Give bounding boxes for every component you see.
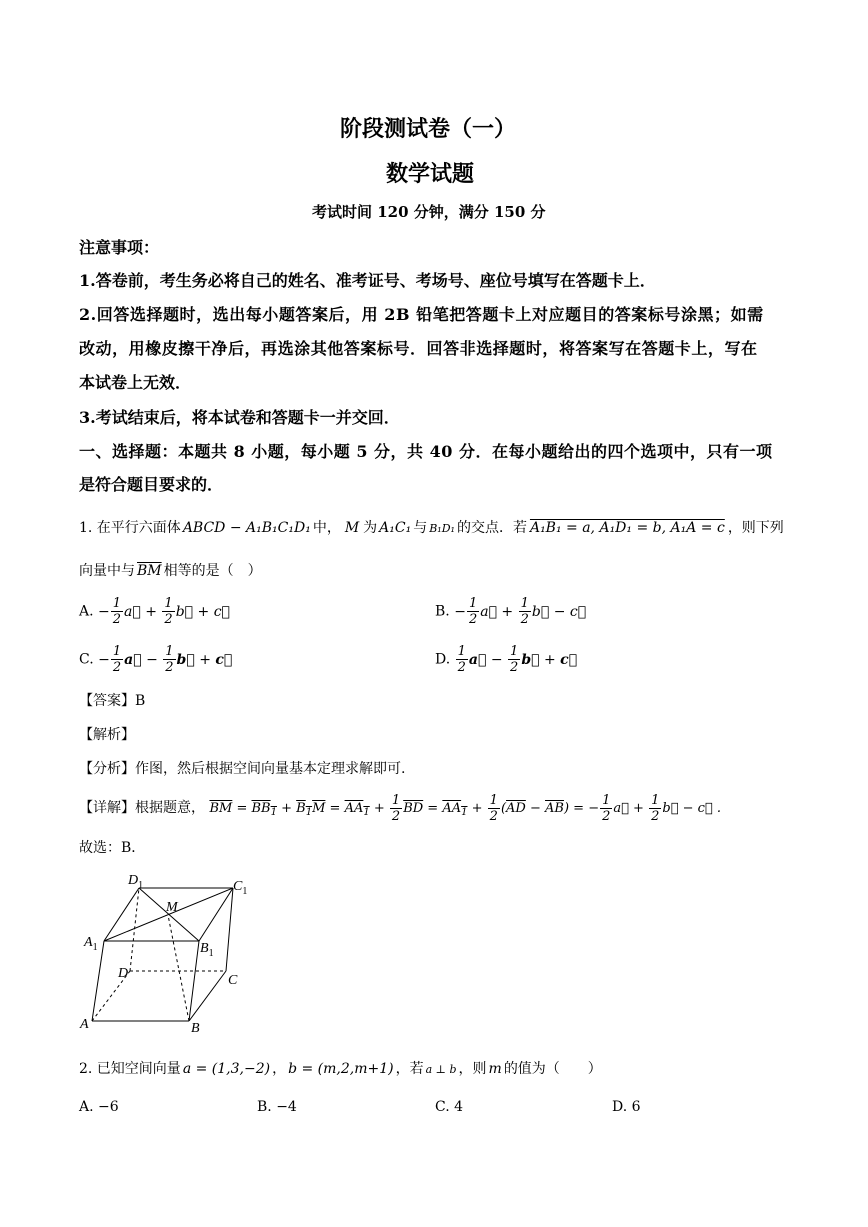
section-heading-line-1: 一、选择题：本题共 8 小题，每小题 5 分，共 40 分．在每小题给出的四个选项中，只有一项 — [79, 442, 773, 461]
note-item-2-line-2: 改动，用橡皮擦干净后，再选涂其他答案标号．回答非选择题时，将答案写在答题卡上，写在 — [79, 339, 758, 358]
edge-c-c1 — [226, 888, 233, 971]
note-item-3: 3.考试结束后，将本试卷和答题卡一并交回． — [79, 408, 400, 427]
q1-parallelepiped-figure — [78, 868, 258, 1038]
q1-option-b-label: B. — [435, 603, 450, 620]
q1-seg-a1c1: A₁C₁ — [379, 520, 412, 536]
label-m: M — [166, 900, 178, 915]
note-item-2-line-3: 本试卷上无效． — [79, 373, 192, 392]
q1-option-c-expr: − $\frac{1}{2}$ a⃗ − $\frac{1}{2}$ b⃗ + c⃗ — [98, 644, 233, 675]
label-c1: $C_1$ — [233, 879, 248, 897]
edge-b1-c1 — [199, 888, 233, 941]
q2-condition: a ⊥ b — [425, 1063, 457, 1076]
q1-option-a-expr: − $\frac{1}{2}$ a⃗ + $\frac{1}{2}$ b⃗ + c⃗ — [98, 596, 230, 627]
q1-line2-prefix: 向量中与 — [79, 563, 135, 579]
label-b: B — [191, 1021, 200, 1036]
label-a: A — [80, 1017, 89, 1032]
q1-stem-line-2 — [79, 560, 262, 580]
label-d1: $D_1$ — [128, 873, 144, 891]
label-c: C — [228, 973, 238, 988]
note-item-2-line-1: 2.回答选择题时，选出每小题答案后，用 2B 铅笔把答题卡上对应题目的答案标号涂黑；如需 — [79, 305, 764, 324]
q2-comma: ， — [272, 1061, 287, 1077]
q1-option-b-expr: − $\frac{1}{2}$ a⃗ + $\frac{1}{2}$ b⃗ − c⃗ — [454, 596, 587, 627]
q1-line2-suffix: 相等的是（ ） — [163, 563, 262, 579]
q2-stem-suffix: ，则 — [458, 1061, 487, 1077]
q2-vector-b: b = (m,2,m+1) — [288, 1061, 394, 1077]
q1-seg-b1d1: B₁D₁ — [429, 522, 455, 535]
notes-heading: 注意事项： — [79, 238, 160, 257]
q1-vector-bm: $\overline{BM}$ — [137, 563, 162, 579]
q2-option-a[interactable]: A. −6 — [79, 1099, 119, 1115]
q1-detail-formula: $\overline{BM} = BB_1 + B_1M = AA_1$ + $\frac{1}{2}$ $\overline{BD} = AA_1$ + $\frac{1}{2}$ $(\overline{AD} - \overline{AB})$ = − $\frac{1}{2}$ a⃗ + $\frac{1}{2}$ b⃗ − c⃗ . — [209, 793, 722, 824]
q2-var-m: m — [488, 1061, 502, 1077]
q2-stem-prefix: 2. 已知空间向量 — [79, 1061, 181, 1077]
section-heading-line-2: 是符合题目要求的． — [79, 475, 224, 494]
q1-stem-mid1: 中， — [312, 520, 341, 536]
q1-option-d[interactable] — [435, 644, 577, 675]
q1-option-d-expr: $\frac{1}{2}$ a⃗ − $\frac{1}{2}$ b⃗ + c⃗ — [457, 644, 578, 675]
q1-detail-label: 【详解】根据题意， — [79, 800, 205, 816]
page-title: 阶段测试卷（一） — [340, 116, 517, 142]
q1-stem-end: ，则下列 — [727, 520, 784, 536]
q1-option-c-label: C. — [79, 651, 94, 668]
q1-stem-line-1 — [79, 517, 784, 537]
q1-stem-mid4: 的交点．若 — [456, 520, 527, 536]
q1-answer: 【答案】B — [79, 693, 146, 709]
edge-a-a1 — [92, 941, 104, 1021]
label-b1: $B_1$ — [200, 941, 214, 959]
q2-option-b[interactable]: B. −4 — [257, 1099, 297, 1115]
q1-option-b[interactable] — [435, 596, 586, 627]
subject-title: 数学试题 — [386, 161, 475, 187]
label-a1: $A_1$ — [84, 935, 98, 953]
q1-option-d-label: D. — [435, 651, 451, 668]
q1-stem-mid2: 为 — [363, 520, 378, 536]
q2-cond-prefix: ，若 — [395, 1061, 424, 1077]
note-item-1: 1.答卷前，考生务必将自己的姓名、准考证号、考场号、座位号填写在答题卡上． — [79, 271, 656, 290]
q1-analysis-label: 【解析】 — [79, 727, 135, 743]
q1-stem-prefix: 1. 在平行六面体 — [79, 520, 181, 536]
label-d: D — [118, 966, 129, 981]
q2-stem — [79, 1058, 602, 1078]
q1-option-c[interactable] — [79, 644, 232, 675]
q1-stem-mid3: 与 — [413, 520, 428, 536]
q2-option-d[interactable]: D. 6 — [612, 1099, 641, 1115]
q2-option-c[interactable]: C. 4 — [435, 1099, 464, 1115]
q1-solid-name: ABCD − A₁B₁C₁D₁ — [182, 520, 311, 536]
q1-option-a-label: A. — [79, 603, 94, 620]
q1-point-m: M — [344, 520, 360, 536]
q1-detail — [79, 793, 721, 824]
hidden-b-m — [168, 915, 189, 1021]
q2-stem-end: 的值为（ ） — [503, 1061, 602, 1077]
exam-info: 考试时间 120 分钟，满分 150 分 — [312, 203, 546, 221]
q1-vector-definition: A₁B₁ = a, A₁D₁ = b, A₁A = c — [529, 520, 725, 536]
q1-conclusion: 故选：B． — [79, 840, 146, 856]
q1-option-a[interactable] — [79, 596, 230, 627]
q2-vector-a: a = (1,3,−2) — [182, 1061, 271, 1077]
q1-analysis-fenxi: 【分析】作图，然后根据空间向量基本定理求解即可. — [79, 761, 406, 777]
